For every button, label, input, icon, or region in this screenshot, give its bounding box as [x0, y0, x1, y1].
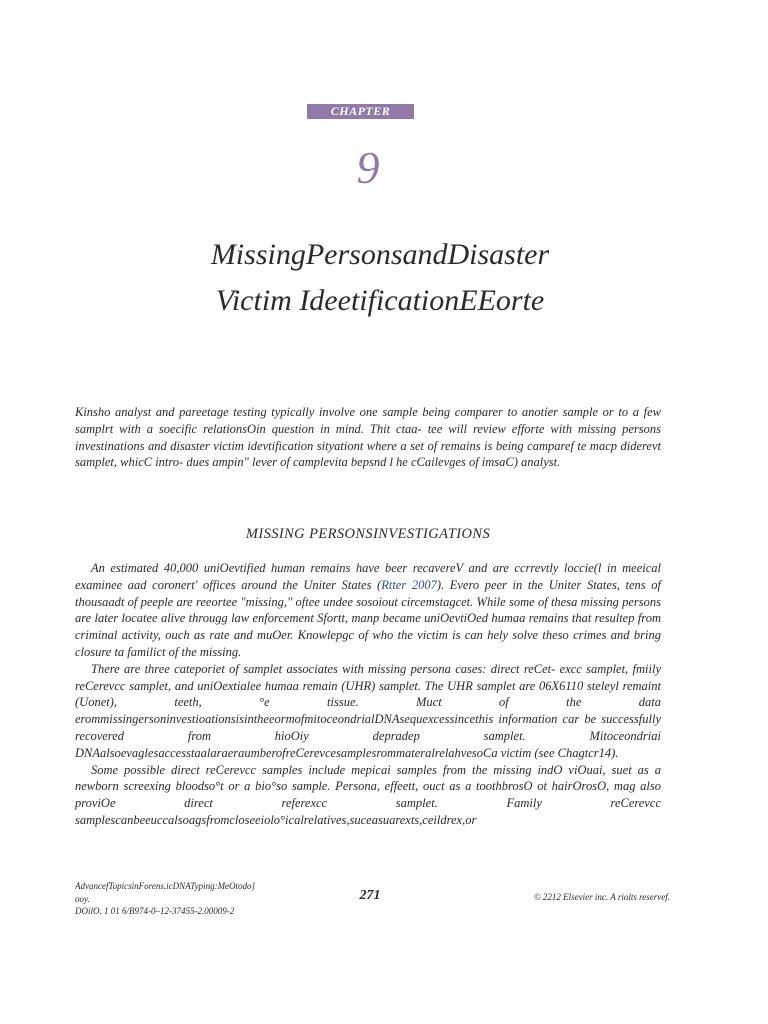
section-paragraph-2: There are three cateporiet of samplet associates with missing persona cases: direct reCet- excc samplet, fmiily reCerevcc samplet, and uniOextialee humaa remain (UHR) samplet. The UHR samplet are 06X6110 steleyl remaint (Uonet), teeth, °e tissue. Muct of the data erommissingersoninvestioationsisintheeormofmitoceondrialDNAsequexcessincethis information car be successfully recovered from hioOiy depradep samplet. Mitoceondriai DNAalsoevaglesaccesstaalaraeraumberofreCerevcesamplesrommateralrelahvesoCa victim (see Chagtcr14).	[75, 661, 661, 760]
section-paragraph-3: Some possible direct reCerevcc samples include mepicai samples from the missing indO viOuai, suet as a newborn screexing bloodso°t or a bio°so sample. Persona, effeett, ouct as a toothbrosO ot hairOrosO, mag also proviOe direct referexcc samplet. Family reCerevcc samplescanbeeuccalsoagsfromcloseeiolo°icalrelatives,suceasuarexts,ceildrex,or	[75, 762, 661, 827]
chapter-number: 9	[356, 142, 380, 193]
book-title-line-2: ooy.	[75, 893, 90, 904]
intro-paragraph-block	[75, 404, 661, 471]
section-body	[75, 560, 661, 829]
chapter-label: CHAPTER	[307, 104, 414, 119]
section-heading: MISSING PERSONSINVESTIGATIONS	[245, 526, 491, 542]
intro-paragraph: Kinsho analyst and pareetage testing typically involve one sample being comparer to anotier sample or to a few samplrt with a soecific relationsOin question in mind. Thit ctaa- tee will review efforte with missing persons investinations and disaster victim idevtification sityationt where a set of remains is being camparef te macp diderevt samplet, whicC intro- dues ampin" lever of camplevita bepsnd l he cCailevges of imsaC) analyst.	[75, 405, 661, 470]
citation-link[interactable]: Rtter 2007	[381, 577, 437, 592]
copyright-notice: © 2212 Elsevier inc. A riolts reservef.	[533, 892, 670, 902]
chapter-title	[110, 232, 650, 324]
chapter-title-line-1: MissingPersonsandDisaster	[210, 238, 550, 271]
paragraph-1-text-start: An estimated 40,000 uniOevtified human remains have beer recavereV and are ccrrevtly loccie(l in meeical examinee aad coronert' offices around the Uniter States (	[75, 561, 661, 592]
doi-line: DOilO. 1 01 6/B974-0–12-37455-2.00009-2	[75, 906, 235, 916]
book-title-line-1: AdvancefTopicsinForens.icDNATyping:MeOtodo]	[75, 881, 256, 891]
page-number: 271	[359, 888, 381, 903]
paragraph-1-text-end: ). Evero peer in the Uniter States, tens of thousaadt of peeple are reeortee "missing," oftee undee sosoiout circemstagcet. While some of thesa missing persons are later locatee alive througg law enforcement Sfortt, manp became uniOevtiOed humaa remains that resultep from criminal activity, ouch as rate and muOer. Knowlepgc of who the victim is can hely solve theso crimes and bring closure ta familict of the missing.	[75, 577, 661, 659]
section-paragraph-1	[75, 560, 661, 661]
chapter-title-line-2: Victim IdeetificationEEorte	[215, 284, 545, 317]
book-reference	[75, 880, 305, 918]
